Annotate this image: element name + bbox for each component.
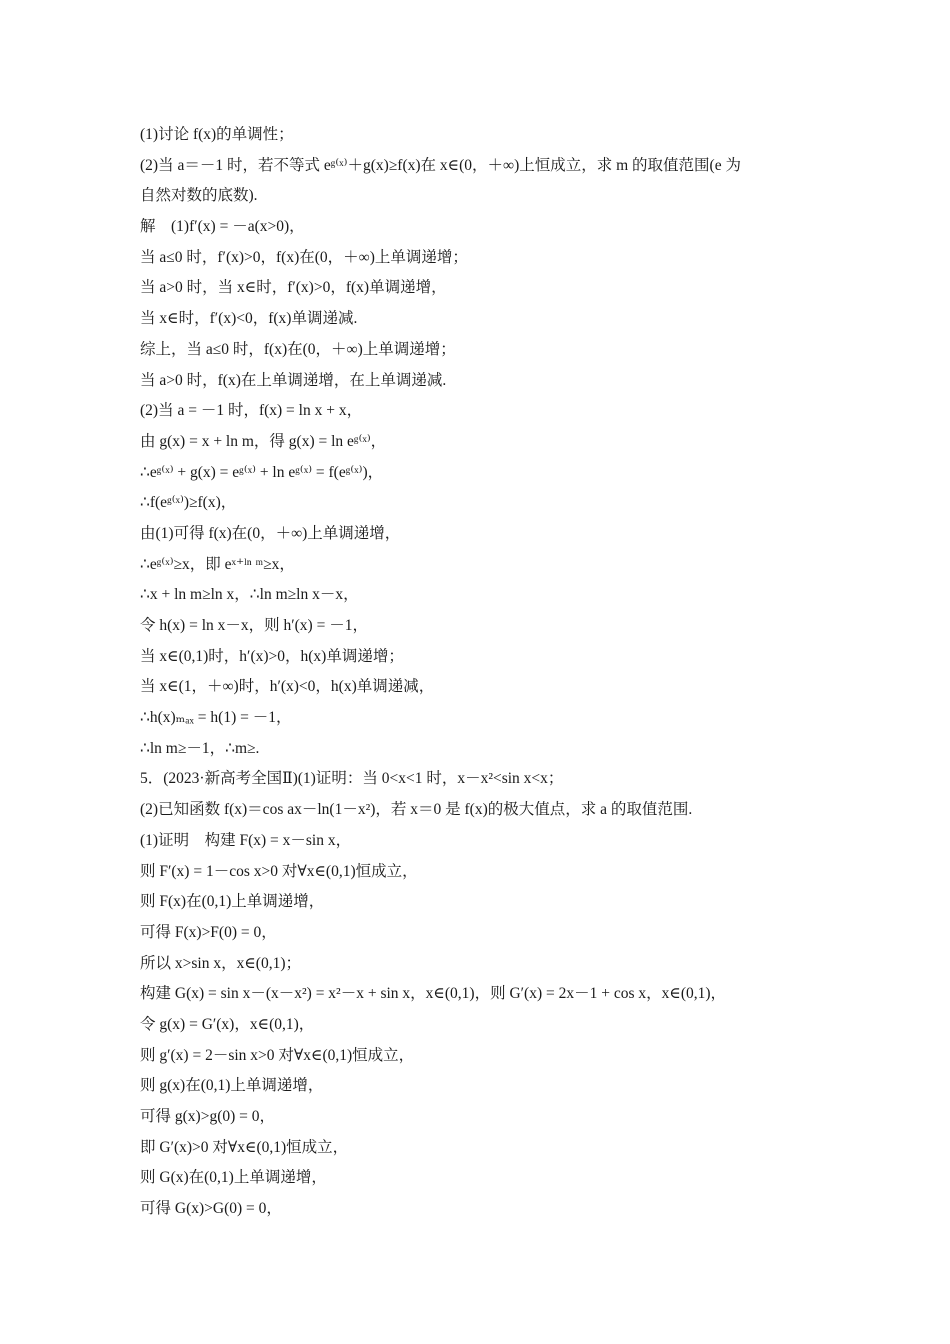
- text-line: 由 g(x) = x + ln m，得 g(x) = ln eᵍ⁽ˣ⁾，: [140, 432, 387, 450]
- text-line: 当 x∈(0,1)时，h′(x)>0，h(x)单调递增；: [140, 647, 404, 665]
- text-line: 当 a>0 时，当 x∈时，f′(x)>0，f(x)单调递增，: [140, 279, 447, 297]
- text-line: 则 G(x)在(0,1)上单调递增，: [140, 1169, 327, 1187]
- text-line: (1)讨论 f(x)的单调性；: [140, 126, 294, 143]
- document-page: [140, 120, 830, 1225]
- text-line: 综上，当 a≤0 时，f(x)在(0，＋∞)上单调递增；: [140, 340, 456, 358]
- text-line: 可得 F(x)>F(0) = 0，: [140, 923, 277, 941]
- text-line: 当 a>0 时，f(x)在上单调递增，在上单调递减.: [140, 371, 447, 389]
- text-line: 构建 G(x) = sin x－(x－x²) = x²－x + sin x，x∈(0,1)，则 G′(x) = 2x－1 + cos x，x∈(0,1)，: [140, 985, 727, 1003]
- text-line: (2)当 a = －1 时，f(x) = ln x + x，: [140, 402, 363, 420]
- text-line: 令 g(x) = G′(x)，x∈(0,1)，: [140, 1015, 315, 1033]
- text-line: 则 g′(x) = 2－sin x>0 对∀x∈(0,1)恒成立，: [140, 1046, 415, 1064]
- text-line: ∴x + ln m≥ln x，∴ln m≥ln x－x，: [140, 586, 359, 604]
- text-line: ∴h(x)ₘₐₓ = h(1) = －1，: [140, 709, 292, 727]
- problem-5-statement: 5．(2023·新高考全国Ⅱ)(1)证明：当 0<x<1 时，x－x²<sin x<x；: [140, 770, 564, 788]
- text-line: (1)证明 构建 F(x) = x－sin x，: [140, 831, 352, 849]
- text-line: 可得 G(x)>G(0) = 0，: [140, 1200, 282, 1218]
- text-line: 当 x∈时，f′(x)<0，f(x)单调递减.: [140, 310, 358, 328]
- text-line: 则 g(x)在(0,1)上单调递增，: [140, 1077, 324, 1095]
- text-line: 由(1)可得 f(x)在(0，＋∞)上单调递增，: [140, 524, 401, 542]
- text-line: (2)已知函数 f(x)＝cos ax－ln(1－x²)，若 x＝0 是 f(x)的极大值点，求 a 的取值范围.: [140, 801, 693, 819]
- text-line: 所以 x>sin x，x∈(0,1)；: [140, 954, 302, 972]
- text-line: ∴eᵍ⁽ˣ⁾≥x，即 eˣ⁺ˡⁿ ᵐ≥x，: [140, 555, 295, 573]
- text-line: ∴eᵍ⁽ˣ⁾ + g(x) = eᵍ⁽ˣ⁾ + ln eᵍ⁽ˣ⁾ = f(eᵍ⁽ˣ⁾)，: [140, 463, 384, 481]
- text-line: 当 x∈(1，＋∞)时，h′(x)<0，h(x)单调递减，: [140, 678, 435, 696]
- text-line: 则 F(x)在(0,1)上单调递增，: [140, 893, 325, 911]
- text-line: 可得 g(x)>g(0) = 0，: [140, 1108, 276, 1125]
- text-line: 自然对数的底数).: [140, 187, 258, 205]
- text-line: 则 F′(x) = 1－cos x>0 对∀x∈(0,1)恒成立，: [140, 862, 418, 880]
- text-line: ∴f(eᵍ⁽ˣ⁾)≥f(x)，: [140, 494, 237, 512]
- text-line: (2)当 a＝－1 时，若不等式 eᵍ⁽ˣ⁾＋g(x)≥f(x)在 x∈(0，＋∞)上恒成立，求 m 的取值范围(e 为: [140, 156, 741, 174]
- text-line: ∴ln m≥－1，∴m≥.: [140, 739, 260, 757]
- text-line: 解 (1)f′(x) = －a(x>0)，: [140, 218, 305, 236]
- text-line: 令 h(x) = ln x－x，则 h′(x) = －1，: [140, 617, 368, 634]
- text-line: 当 a≤0 时，f′(x)>0，f(x)在(0，＋∞)上单调递增；: [140, 248, 468, 266]
- text-line: 即 G′(x)>0 对∀x∈(0,1)恒成立，: [140, 1138, 349, 1156]
